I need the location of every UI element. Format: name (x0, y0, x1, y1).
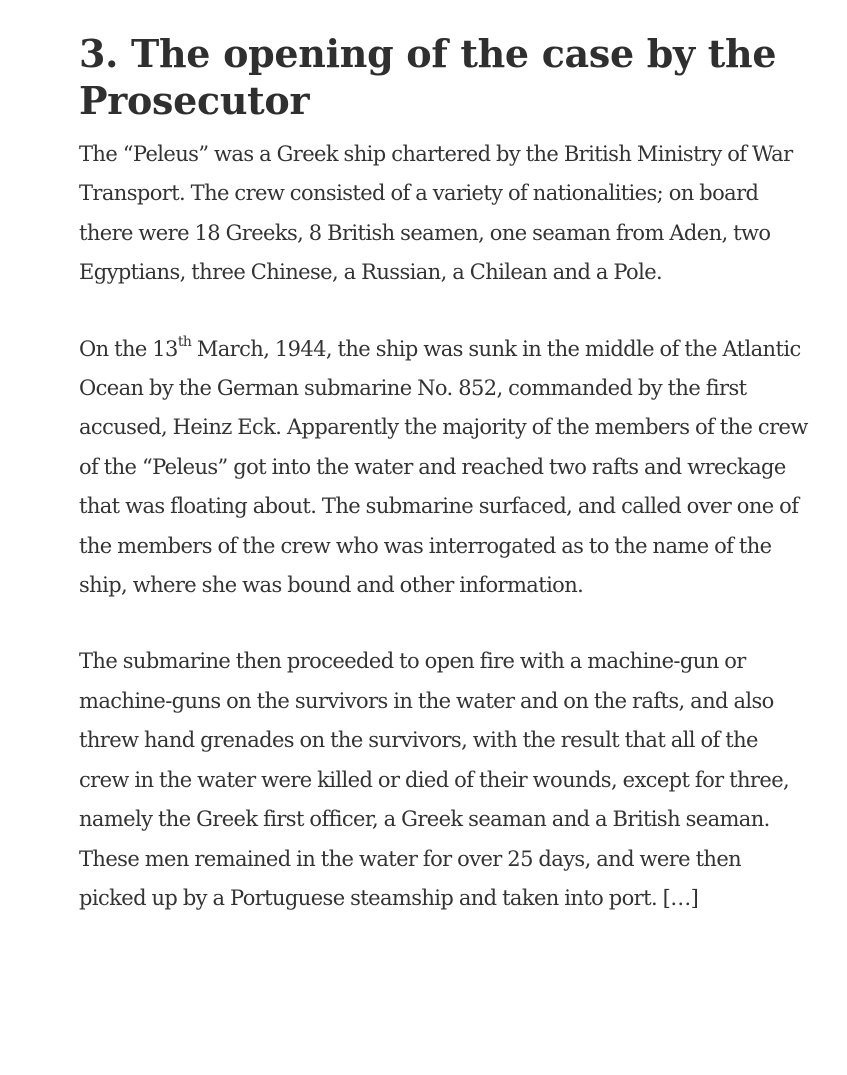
paragraph-ship-crew: The “Peleus” was a Greek ship chartered by the British Ministry of War Transport. The crew consisted of a variety of nationalities; on board there were 18 Greeks, 8 British seamen, one seaman from Aden, two Egyptians, three Chinese, a Russian, a Chilean and a Pole. (79, 142, 793, 285)
paragraph-sinking (79, 330, 809, 606)
article (79, 30, 809, 955)
ordinal-suffix: th (177, 333, 192, 350)
paragraph-sinking-start: On the 13 (79, 336, 178, 361)
section-heading: 3. The opening of the case by the Prosecutor (79, 31, 777, 123)
paragraph-survivors: The submarine then proceeded to open fire with a machine-gun or machine-guns on the survivors in the water and on the rafts, and also threw hand grenades on the survivors, with the result that all of the crew in the water were killed or died of their wounds, except for three, namely the Greek first officer, a Greek seaman and a British seaman. These men remained in the water for over 25 days, and were then picked up by a Portuguese steamship and taken into port. […] (79, 649, 790, 910)
paragraph-sinking-rest: March, 1944, the ship was sunk in the middle of the Atlantic Ocean by the German submarine No. 852, commanded by the first accused, Heinz Eck. Apparently the majority of the members of the crew of the “Peleus” got into the water and reached two rafts and wreckage that was floating about. The submarine surfaced, and called over one of the members of the crew who was interrogated as to the name of the ship, where she was bound and other information. (79, 336, 808, 598)
